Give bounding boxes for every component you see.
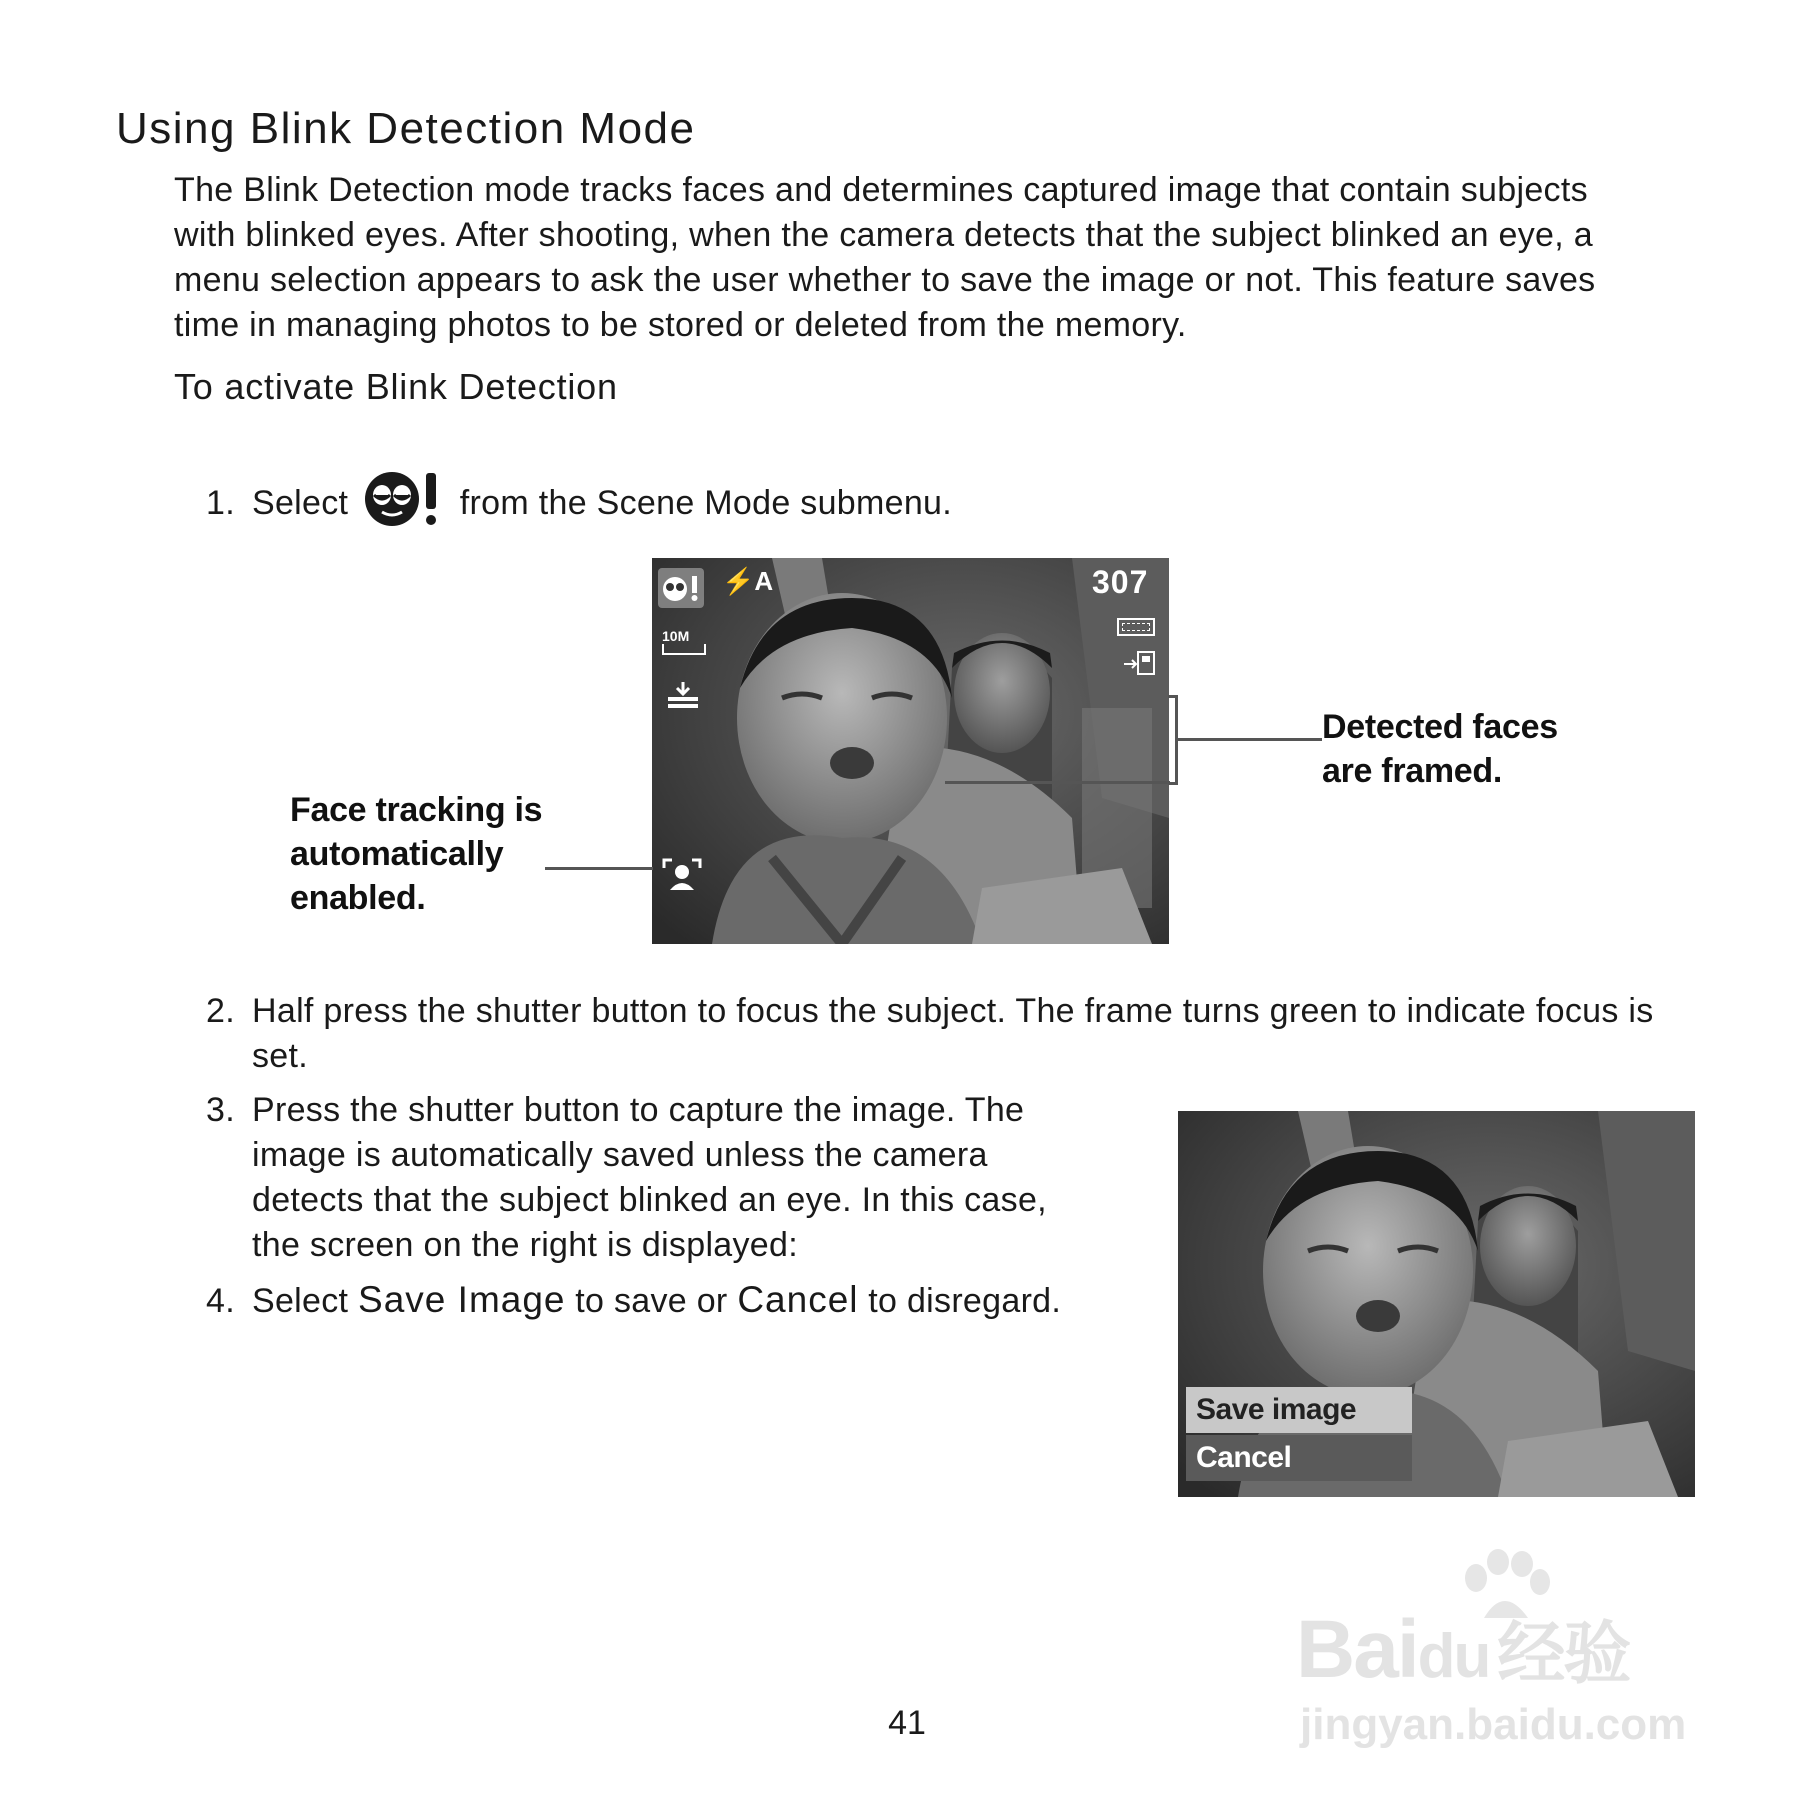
step-1-before: Select [252,483,349,522]
intro-line: with blinked eyes. After shooting, when the camera detects that the subject blinked an eye, a [174,216,1593,254]
step-4-pre: Select [252,1282,349,1320]
callout-line-text: are framed. [1322,752,1503,790]
resolution-indicator [662,628,706,655]
step-3 [206,1088,1047,1268]
flash-mode-label: A [754,566,774,596]
callout-line [1178,738,1322,741]
blink-detection-icon [362,470,446,540]
callout-detected-faces [1322,705,1558,793]
page-number: 41 [888,1704,926,1742]
flash-mode-indicator [722,566,773,597]
watermark-brand-text: du [1417,1622,1490,1691]
blink-prompt-photo [1178,1111,1695,1497]
save-image-term: Save Image [358,1279,566,1320]
menu-item-save-image[interactable]: Save image [1186,1387,1412,1433]
step-2 [206,989,1654,1079]
step-1-after: from the Scene Mode submenu. [459,483,953,522]
scene-mode-indicator [658,568,704,608]
cancel-term: Cancel [737,1279,859,1320]
baidu-watermark [1296,1548,1716,1758]
watermark-url: jingyan.baidu.com [1300,1700,1687,1749]
camera-preview-photo [652,558,1169,944]
shots-remaining: 307 [1092,564,1149,600]
blink-prompt-menu [1186,1387,1412,1483]
callout-line-text: enabled. [290,879,426,917]
callout-line [945,781,1170,784]
page-title: Using Blink Detection Mode [116,104,696,153]
step-4-post: to disregard. [868,1282,1062,1320]
intro-paragraph [174,168,1734,348]
callout-line-text: Face tracking is [290,791,543,829]
step-3-text: detects that the subject blinked an eye. In this case, [252,1181,1047,1219]
flash-icon: ⚡ [722,566,755,596]
watermark-brand [1296,1600,1629,1697]
callout-line-text: automatically [290,835,504,873]
step-4-mid: to save or [575,1282,728,1320]
step-number: 2. [206,992,235,1030]
intro-line: time in managing photos to be stored or deleted from the memory. [174,306,1187,344]
storage-icon [1122,650,1158,683]
watermark-cn-text: 经验 [1497,1616,1630,1692]
step-number: 1. [206,483,235,522]
step-1 [206,470,952,540]
callout-face-tracking [290,788,542,920]
step-number: 4. [206,1282,235,1320]
step-2-text: Half press the shutter button to focus the subject. The frame turns green to indicate focus is [252,992,1654,1030]
step-4 [206,1277,1061,1324]
intro-line: menu selection appears to ask the user whether to save the image or not. This feature saves [174,261,1596,299]
quality-icon [664,680,702,715]
step-3-text: Press the shutter button to capture the image. The [252,1091,1025,1129]
face-tracking-icon [662,858,702,897]
callout-bracket [1168,695,1178,785]
menu-item-cancel[interactable]: Cancel [1186,1435,1412,1481]
callout-line-text: Detected faces [1322,708,1558,746]
blink-detection-icon [658,568,704,608]
step-2-text: set. [252,1037,309,1075]
step-3-text: the screen on the right is displayed: [252,1226,798,1264]
subheading: To activate Blink Detection [174,366,618,407]
callout-line [545,867,653,870]
watermark-brand-text: Bai [1296,1604,1418,1695]
step-number: 3. [206,1091,235,1129]
battery-icon [1117,618,1155,636]
resolution-label: 10M [662,628,690,644]
step-3-text: image is automatically saved unless the camera [252,1136,988,1174]
intro-line: The Blink Detection mode tracks faces and determines captured image that contain subjects [174,171,1588,209]
photo-illustration [652,558,1169,944]
